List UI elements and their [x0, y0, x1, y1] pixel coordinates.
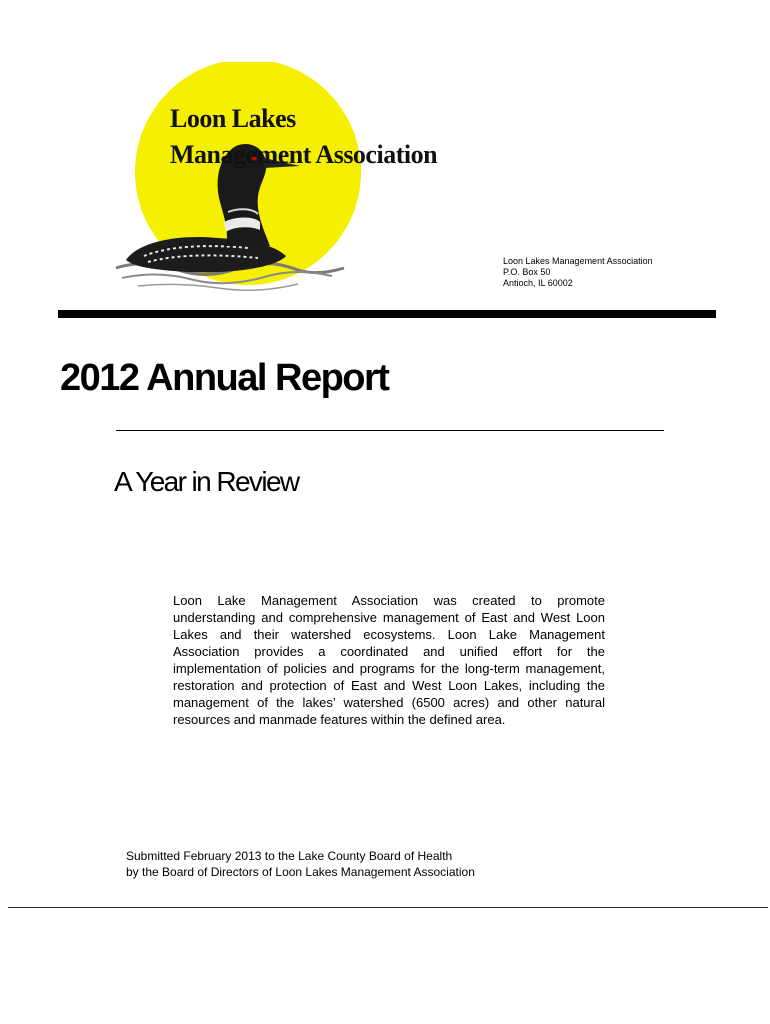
- title-divider: [116, 430, 664, 431]
- header-divider: [58, 310, 716, 318]
- address-city: Antioch, IL 60002: [503, 278, 573, 288]
- logo-title: [170, 106, 437, 168]
- logo-line-2: Management Association: [170, 140, 438, 169]
- mailing-address: [503, 256, 653, 289]
- submission-note: [126, 848, 475, 880]
- intro-paragraph: Loon Lake Management Association was created to promote understanding and comprehensive management of East and West Loon Lakes and their watershed ecosystems. Loon Lake Management Association provides a coordinated and unified effort for the implementation of policies and programs for the long-term management, restoration and protection of East and West Loon Lakes, including the management of the lakes’ watershed (6500 acres) and other natural resources and manmade features within the defined area.: [173, 593, 605, 727]
- submission-line-1: Submitted February 2013 to the Lake County Board of Health: [126, 849, 453, 863]
- page-subtitle: A Year in Review: [114, 466, 299, 497]
- submission-line-2: by the Board of Directors of Loon Lakes Management Association: [126, 865, 475, 879]
- address-organization: Loon Lakes Management Association: [503, 256, 653, 266]
- address-po-box: P.O. Box 50: [503, 267, 551, 277]
- association-logo: [108, 62, 438, 312]
- footer-divider: [8, 907, 768, 908]
- page-title: 2012 Annual Report: [60, 357, 389, 399]
- logo-line-1: Loon Lakes: [170, 104, 296, 133]
- loon-logo-graphic: [108, 62, 438, 312]
